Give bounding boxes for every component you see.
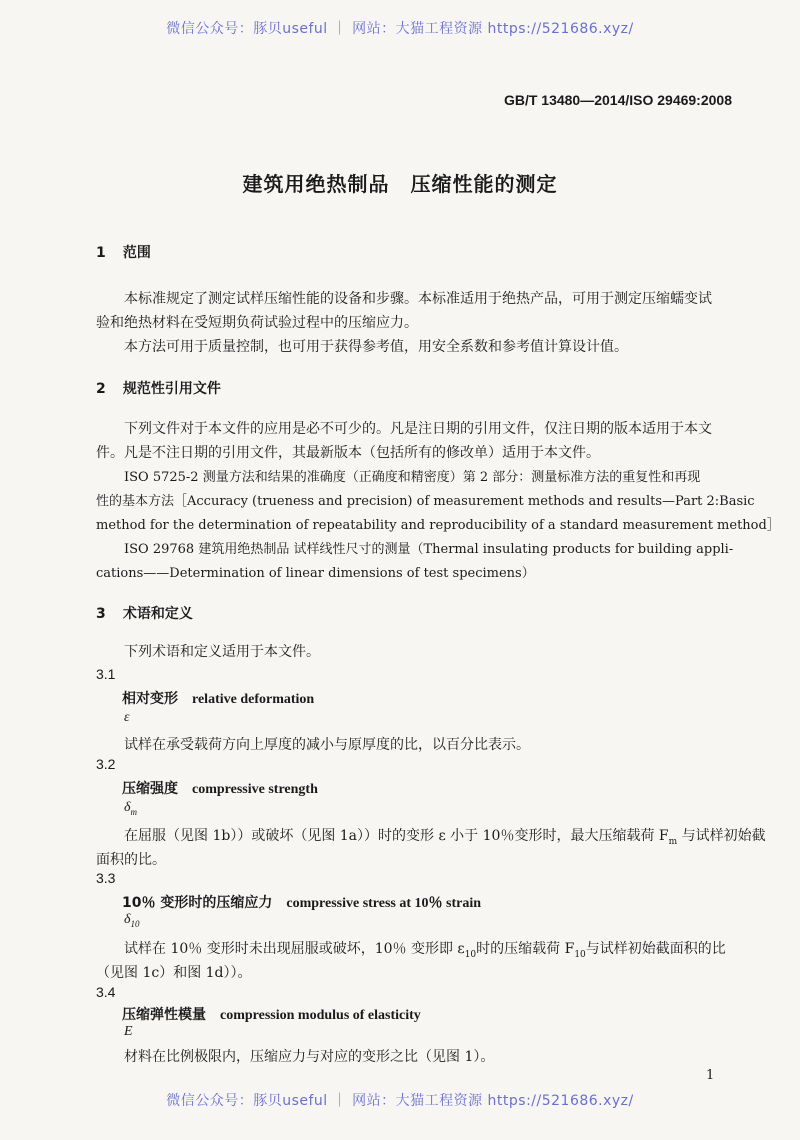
term-name-zh: 10％ 变形时的压缩应力 bbox=[122, 895, 273, 911]
section-title: 范围 bbox=[122, 245, 151, 261]
term-name bbox=[122, 1004, 421, 1024]
symbol-base: δ bbox=[124, 800, 131, 815]
section-number: 2 bbox=[96, 381, 106, 397]
reference-line: cations——Determination of linear dimensions of test specimens） bbox=[96, 566, 535, 581]
term-definition: 面积的比。 bbox=[96, 852, 166, 868]
definition-subscript: m bbox=[668, 836, 678, 847]
term-definition: （见图 1c）和图 1d））。 bbox=[96, 965, 252, 981]
document-title: 建筑用绝热制品 压缩性能的测定 bbox=[242, 172, 558, 196]
paragraph-line: 下列文件对于本文件的应用是必不可少的。凡是注日期的引用文件，仅注日期的版本适用于本文 bbox=[124, 421, 712, 437]
definition-text: 试样在 10％ 变形时未出现屈服或破坏，10％ 变形即 ε bbox=[124, 941, 465, 957]
watermark-top: 微信公众号：豚贝useful ｜ 网站：大猫工程资源 https://521686.xyz/ bbox=[166, 21, 634, 37]
definition-text: 与试样初始截 bbox=[677, 828, 766, 844]
reference-line: ISO 29768 建筑用绝热制品 试样线性尺寸的测量（Thermal insulating products for building appli- bbox=[124, 542, 734, 557]
section-number: 1 bbox=[96, 245, 106, 261]
term-name-en: compressive stress at 10％ strain bbox=[286, 896, 482, 911]
definition-text: 与试样初始截面积的比 bbox=[585, 941, 726, 957]
term-name-en: relative deformation bbox=[192, 692, 315, 707]
term-number: 3.2 bbox=[96, 756, 116, 772]
reference-line: ISO 5725-2 测量方法和结果的准确度（正确度和精密度）第 2 部分：测量标准方法的重复性和再现 bbox=[124, 470, 701, 485]
term-symbol: E bbox=[124, 1024, 133, 1039]
definition-subscript: 10 bbox=[574, 949, 586, 960]
term-symbol bbox=[124, 912, 140, 929]
section-1-heading bbox=[96, 242, 151, 262]
definition-subscript: 10 bbox=[464, 949, 477, 960]
term-number: 3.4 bbox=[96, 984, 116, 1000]
section-number: 3 bbox=[96, 606, 106, 622]
term-name bbox=[122, 778, 318, 798]
term-symbol: ε bbox=[124, 710, 130, 725]
term-name bbox=[122, 892, 481, 912]
definition-text: 在屈服（见图 1b））或破坏（见图 1a））时的变形 ε 小于 10％变形时，最大压缩载荷 F bbox=[124, 828, 669, 844]
term-name-zh: 相对变形 bbox=[122, 691, 178, 707]
page-number: 1 bbox=[706, 1068, 715, 1083]
symbol-subscript: 10 bbox=[130, 918, 140, 929]
definition-text: 时的压缩载荷 F bbox=[476, 941, 575, 957]
term-definition bbox=[124, 938, 726, 960]
standard-code: GB/T 13480—2014/ISO 29469:2008 bbox=[503, 92, 732, 108]
reference-line: 性的基本方法［Accuracy (trueness and precision) of measurement methods and results—Part 2:Basic bbox=[96, 494, 755, 509]
term-name-en: compression modulus of elasticity bbox=[220, 1008, 421, 1023]
reference-line: method for the determination of repeatability and reproducibility of a standard measurement method］ bbox=[96, 518, 780, 533]
section-3-heading bbox=[96, 603, 193, 623]
term-name bbox=[122, 688, 314, 708]
term-name-en: compressive strength bbox=[192, 782, 318, 797]
section-title: 规范性引用文件 bbox=[122, 381, 221, 397]
section-2-heading bbox=[96, 378, 221, 398]
symbol-base: δ bbox=[124, 912, 131, 927]
paragraph-line: 下列术语和定义适用于本文件。 bbox=[124, 644, 320, 660]
term-name-zh: 压缩弹性模量 bbox=[122, 1007, 206, 1023]
term-name-zh: 压缩强度 bbox=[122, 781, 178, 797]
watermark-bottom: 微信公众号：豚贝useful ｜ 网站：大猫工程资源 https://521686.xyz/ bbox=[166, 1093, 634, 1109]
term-number: 3.3 bbox=[96, 870, 116, 886]
paragraph-line: 件。凡是不注日期的引用文件，其最新版本（包括所有的修改单）适用于本文件。 bbox=[96, 445, 600, 461]
symbol-subscript: m bbox=[130, 806, 138, 817]
term-symbol bbox=[124, 800, 137, 817]
term-definition bbox=[124, 825, 766, 847]
paragraph-line: 本方法可用于质量控制，也可用于获得参考值，用安全系数和参考值计算设计值。 bbox=[124, 339, 628, 355]
term-definition: 试样在承受载荷方向上厚度的减小与原厚度的比，以百分比表示。 bbox=[124, 737, 530, 753]
paragraph-line: 验和绝热材料在受短期负荷试验过程中的压缩应力。 bbox=[96, 315, 418, 331]
paragraph-line: 本标准规定了测定试样压缩性能的设备和步骤。本标准适用于绝热产品，可用于测定压缩蠕变试 bbox=[124, 291, 712, 307]
term-definition: 材料在比例极限内，压缩应力与对应的变形之比（见图 1）。 bbox=[124, 1049, 495, 1065]
term-number: 3.1 bbox=[96, 666, 116, 682]
section-title: 术语和定义 bbox=[122, 606, 193, 622]
